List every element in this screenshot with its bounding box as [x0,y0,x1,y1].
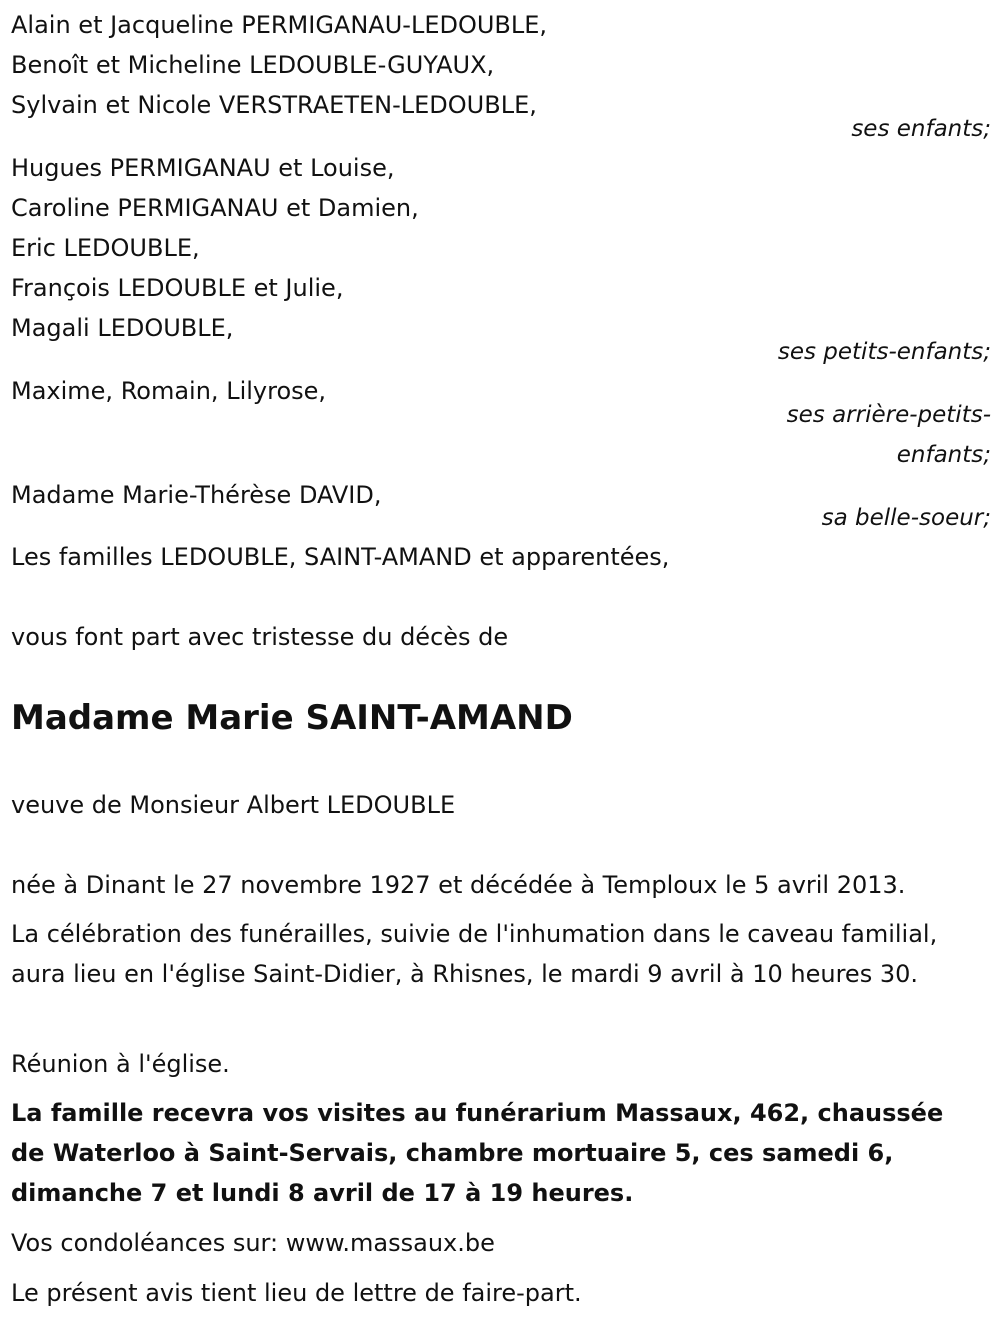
meeting-line: Réunion à l'église. [11,1050,230,1078]
child-line: Sylvain et Nicole VERSTRAETEN-LEDOUBLE, [11,91,537,119]
grandchild-line: Eric LEDOUBLE, [11,234,200,262]
child-line: Alain et Jacqueline PERMIGANAU-LEDOUBLE, [11,11,548,39]
families-line: Les familles LEDOUBLE, SAINT-AMAND et apparentées, [11,543,670,571]
obituary-notice [11,0,991,1328]
ceremony-paragraph: La célébration des funérailles, suivie de l'inhumation dans le caveau familial, aura lieu en l'église Saint-Didier, à Rhisnes, le mardi 9 avril à 10 heures 30. [11,920,938,988]
notice-line: Le présent avis tient lieu de lettre de faire-part. [11,1279,582,1307]
sister-in-law-role: sa belle-soeur; [821,505,991,531]
great-grandchildren-role-continued: enfants; [896,442,991,468]
deceased-name: Madame Marie SAINT-AMAND [11,698,573,738]
grandchild-line: François LEDOUBLE et Julie, [11,274,344,302]
sister-in-law-line: Madame Marie-Thérèse DAVID, [11,481,382,509]
grandchild-line: Hugues PERMIGANAU et Louise, [11,154,395,182]
child-line: Benoît et Micheline LEDOUBLE-GUYAUX, [11,51,495,79]
grandchild-line: Caroline PERMIGANAU et Damien, [11,194,419,222]
grandchild-line: Magali LEDOUBLE, [11,314,234,342]
birth-death-line: née à Dinant le 27 novembre 1927 et décédée à Temploux le 5 avril 2013. [11,871,906,899]
great-grandchildren-role: ses arrière-petits- [786,402,991,428]
widow-of-line: veuve de Monsieur Albert LEDOUBLE [11,791,456,819]
announcement-line: vous font part avec tristesse du décès de [11,623,509,651]
great-grandchildren-line: Maxime, Romain, Lilyrose, [11,377,327,405]
grandchildren-role: ses petits-enfants; [777,339,991,365]
condolences-line: Vos condoléances sur: www.massaux.be [11,1229,495,1257]
children-role: ses enfants; [851,116,991,142]
visits-paragraph: La famille recevra vos visites au funérarium Massaux, 462, chaussée de Waterloo à Saint-Servais, chambre mortuaire 5, ces samedi 6, dimanche 7 et lundi 8 avril de 17 à 19 heures. [11,1099,944,1207]
